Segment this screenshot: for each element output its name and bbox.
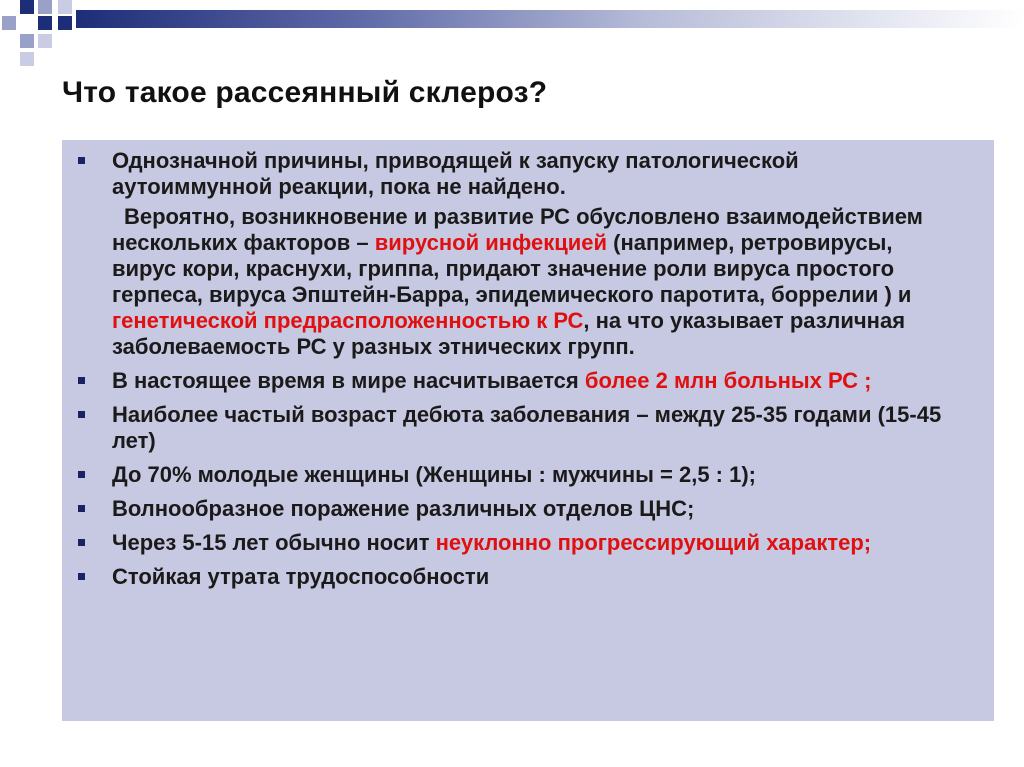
decor-square [38, 34, 52, 48]
bullet-item [112, 530, 954, 556]
highlighted-text: генетической предрасположенностью к РС [112, 308, 584, 333]
bullet-item [112, 148, 954, 200]
decor-square [58, 16, 72, 30]
item-text: , на что указывает различная заболеваемость РС у разных этнических групп. [112, 308, 906, 359]
bullet-item [112, 496, 954, 522]
bullet-list [112, 148, 954, 590]
item-text: Через 5-15 лет обычно носит [112, 530, 436, 555]
decor-square [38, 0, 52, 14]
item-text: Стойкая утрата трудоспособности [112, 564, 490, 589]
decor-square [20, 52, 34, 66]
bullet-item [112, 402, 954, 454]
header-gradient-bar [76, 10, 1024, 28]
item-text: Наиболее частый возраст дебюта заболевания – между 25-35 годами (15-45 лет) [112, 402, 942, 453]
decor-square [20, 0, 34, 14]
item-text: Однозначной причины, приводящей к запуску патологической аутоиммунной реакции, пока не найдено. [112, 148, 799, 199]
bullet-item [112, 564, 954, 590]
highlighted-text: неуклонно прогрессирующий характер; [435, 530, 872, 555]
bullet-item [112, 368, 954, 394]
highlighted-text: вирусной инфекцией [374, 230, 608, 255]
paragraph-item [112, 204, 954, 360]
highlighted-text: более 2 млн больных РС ; [584, 368, 872, 393]
decor-square [38, 16, 52, 30]
item-text: Вероятно, возникновение и развитие РС обусловлено взаимодействием нескольких факторов – [112, 204, 923, 255]
item-text: Волнообразное поражение различных отделов ЦНС; [112, 496, 695, 521]
bullet-item [112, 462, 954, 488]
content-box [62, 140, 994, 721]
item-text: (например, ретровирусы, вирус кори, краснухи, гриппа, придают значение роли вируса простого герпеса, вируса Эпштейн-Барра, эпидемического паротита, боррелии ) и [112, 230, 912, 307]
decor-square [58, 0, 72, 14]
item-text: В настоящее время в мире насчитывается [112, 368, 585, 393]
decor-square [2, 16, 16, 30]
slide-title: Что такое рассеянный склероз? [62, 76, 548, 109]
decor-square [20, 34, 34, 48]
item-text: До 70% молодые женщины (Женщины : мужчины = 2,5 : 1); [112, 462, 757, 487]
